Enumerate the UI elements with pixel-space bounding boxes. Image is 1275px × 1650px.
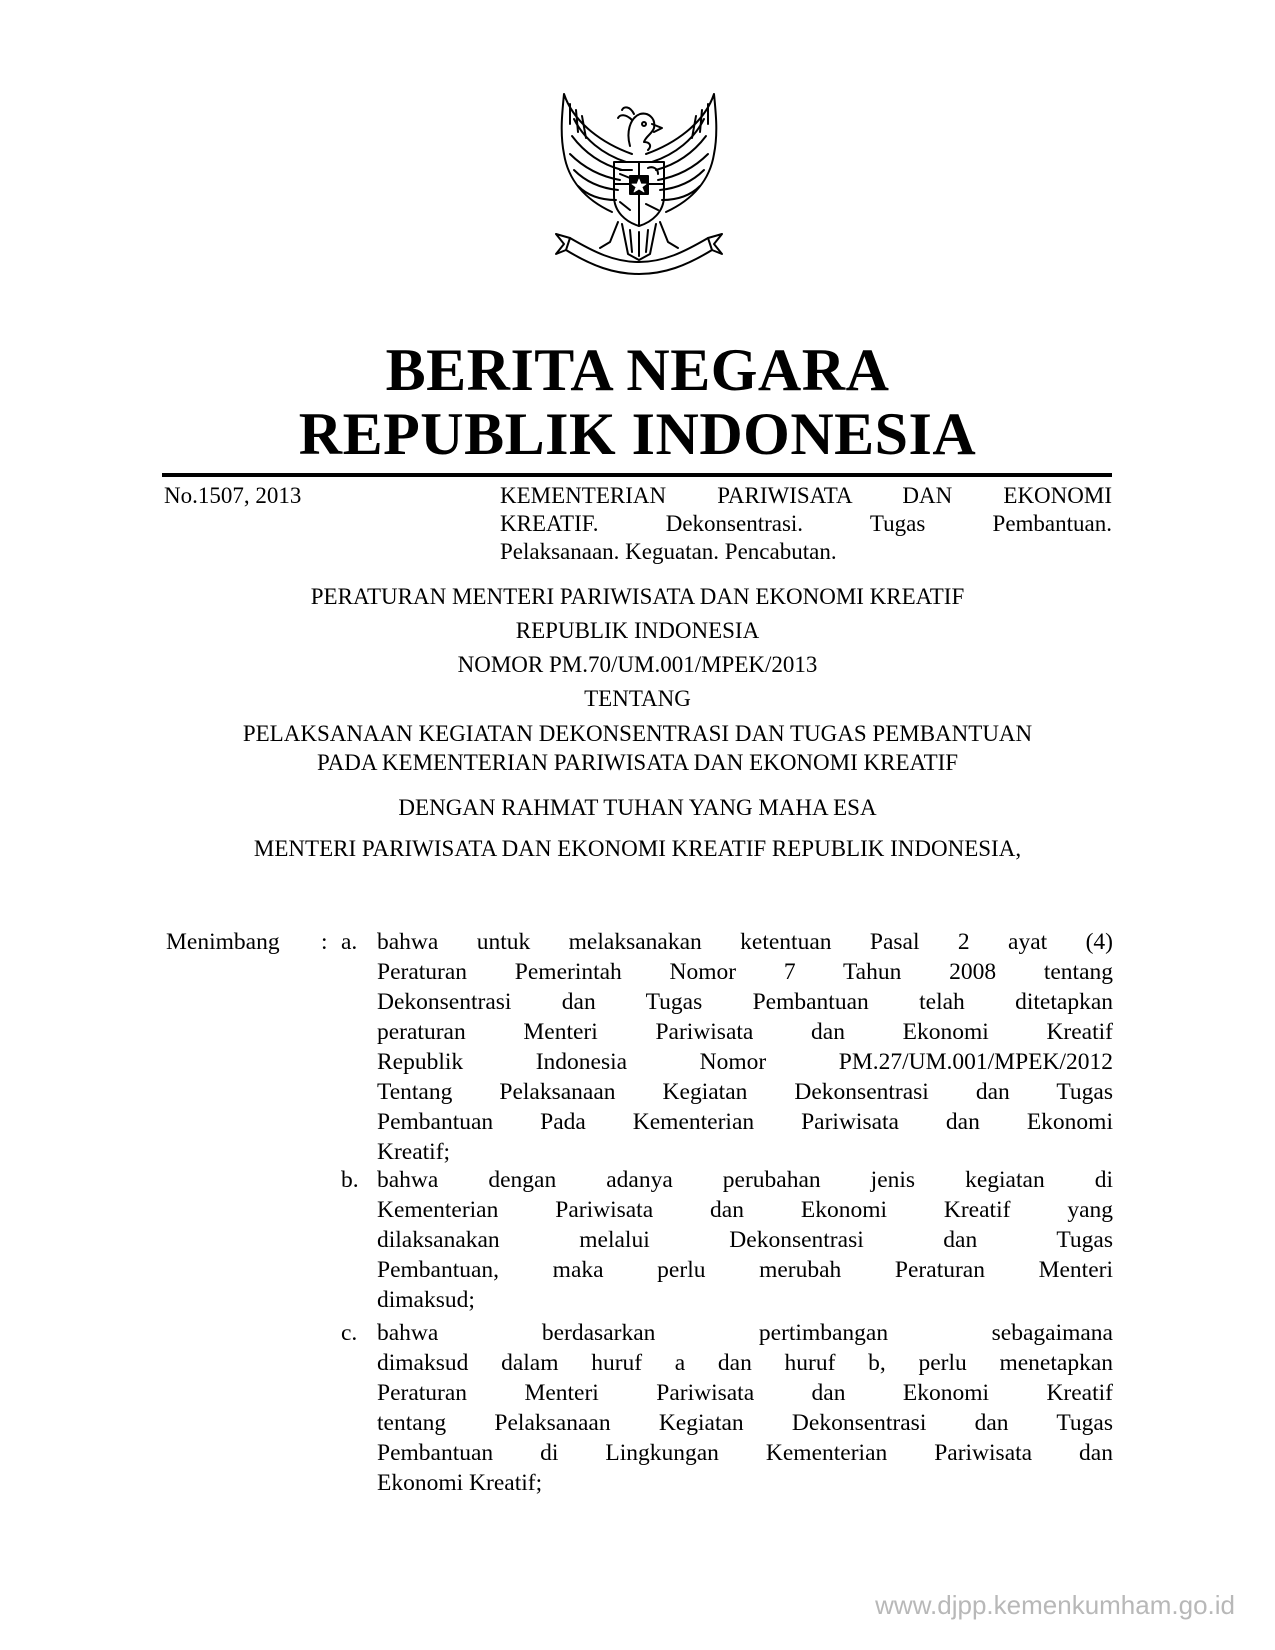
item-line: bahwa untuk melaksanakan ketentuan Pasal 2 ayat (4): [377, 929, 1113, 955]
gazette-subject-line: Pelaksanaan. Keguatan. Pencabutan.: [500, 539, 837, 564]
item-line: Peraturan Pemerintah Nomor 7 Tahun 2008 tentang: [377, 959, 1113, 985]
regulation-preamble: DENGAN RAHMAT TUHAN YANG MAHA ESA: [398, 795, 877, 820]
gazette-subject: [500, 482, 1112, 566]
masthead-title-line1: BERITA NEGARA: [385, 337, 890, 403]
regulation-authority: MENTERI PARIWISATA DAN EKONOMI KREATIF REPUBLIK INDONESIA,: [253, 836, 1022, 861]
item-line: Pembantuan, maka perlu merubah Peraturan Menteri: [377, 1257, 1113, 1283]
gazette-number: No.1507, 2013: [164, 483, 302, 508]
menimbang-colon: :: [321, 929, 328, 955]
regulation-subject-line1: PELAKSANAAN KEGIATAN DEKONSENTRASI DAN TUGAS PEMBANTUAN: [242, 721, 1033, 746]
item-line: peraturan Menteri Pariwisata dan Ekonomi Kreatif: [377, 1019, 1113, 1045]
item-text: [377, 927, 1113, 1167]
item-line: dimaksud dalam huruf a dan huruf b, perlu menetapkan: [377, 1350, 1113, 1376]
item-line: Republik Indonesia Nomor PM.27/UM.001/MPEK/2012: [377, 1049, 1113, 1075]
gazette-subject-line: KREATIF. Dekonsentrasi. Tugas Pembantuan.: [500, 511, 1112, 536]
masthead-rule: [162, 473, 1112, 477]
item-line: Pembantuan Pada Kementerian Pariwisata dan Ekonomi: [377, 1109, 1113, 1135]
item-line: dimaksud;: [377, 1287, 475, 1313]
item-letter: b.: [341, 1167, 359, 1193]
source-watermark: www.djpp.kemenkumham.go.id: [875, 1590, 1235, 1620]
item-line: dilaksanakan melalui Dekonsentrasi dan Tugas: [377, 1227, 1113, 1253]
item-letter: c.: [341, 1320, 358, 1346]
masthead-title-line2: REPUBLIK INDONESIA: [298, 401, 977, 467]
item-line: Tentang Pelaksanaan Kegiatan Dekonsentrasi dan Tugas: [377, 1079, 1113, 1105]
item-line: Peraturan Menteri Pariwisata dan Ekonomi Kreatif: [377, 1380, 1113, 1406]
item-letter: a.: [341, 929, 358, 955]
regulation-title-line2: REPUBLIK INDONESIA: [515, 618, 760, 643]
regulation-subject-line2: PADA KEMENTERIAN PARIWISATA DAN EKONOMI KREATIF: [316, 750, 959, 775]
garuda-pancasila-emblem: [534, 84, 744, 284]
item-line: Ekonomi Kreatif;: [377, 1470, 543, 1496]
item-line: tentang Pelaksanaan Kegiatan Dekonsentrasi dan Tugas: [377, 1410, 1113, 1436]
item-line: bahwa berdasarkan pertimbangan sebagaimana: [377, 1320, 1113, 1346]
item-line: Pembantuan di Lingkungan Kementerian Pariwisata dan: [377, 1440, 1113, 1466]
menimbang-label: Menimbang: [166, 929, 280, 955]
gazette-subject-line: KEMENTERIAN PARIWISATA DAN EKONOMI: [500, 483, 1112, 508]
regulation-tentang: TENTANG: [584, 686, 691, 711]
regulation-title-line1: PERATURAN MENTERI PARIWISATA DAN EKONOMI KREATIF: [310, 584, 965, 609]
item-line: Dekonsentrasi dan Tugas Pembantuan telah ditetapkan: [377, 989, 1113, 1015]
item-text: [377, 1165, 1113, 1315]
item-line: Kementerian Pariwisata dan Ekonomi Kreatif yang: [377, 1197, 1113, 1223]
item-line: bahwa dengan adanya perubahan jenis kegiatan di: [377, 1167, 1113, 1193]
regulation-number: NOMOR PM.70/UM.001/MPEK/2013: [457, 652, 818, 677]
item-text: [377, 1318, 1113, 1498]
item-line: Kreatif;: [377, 1139, 451, 1165]
